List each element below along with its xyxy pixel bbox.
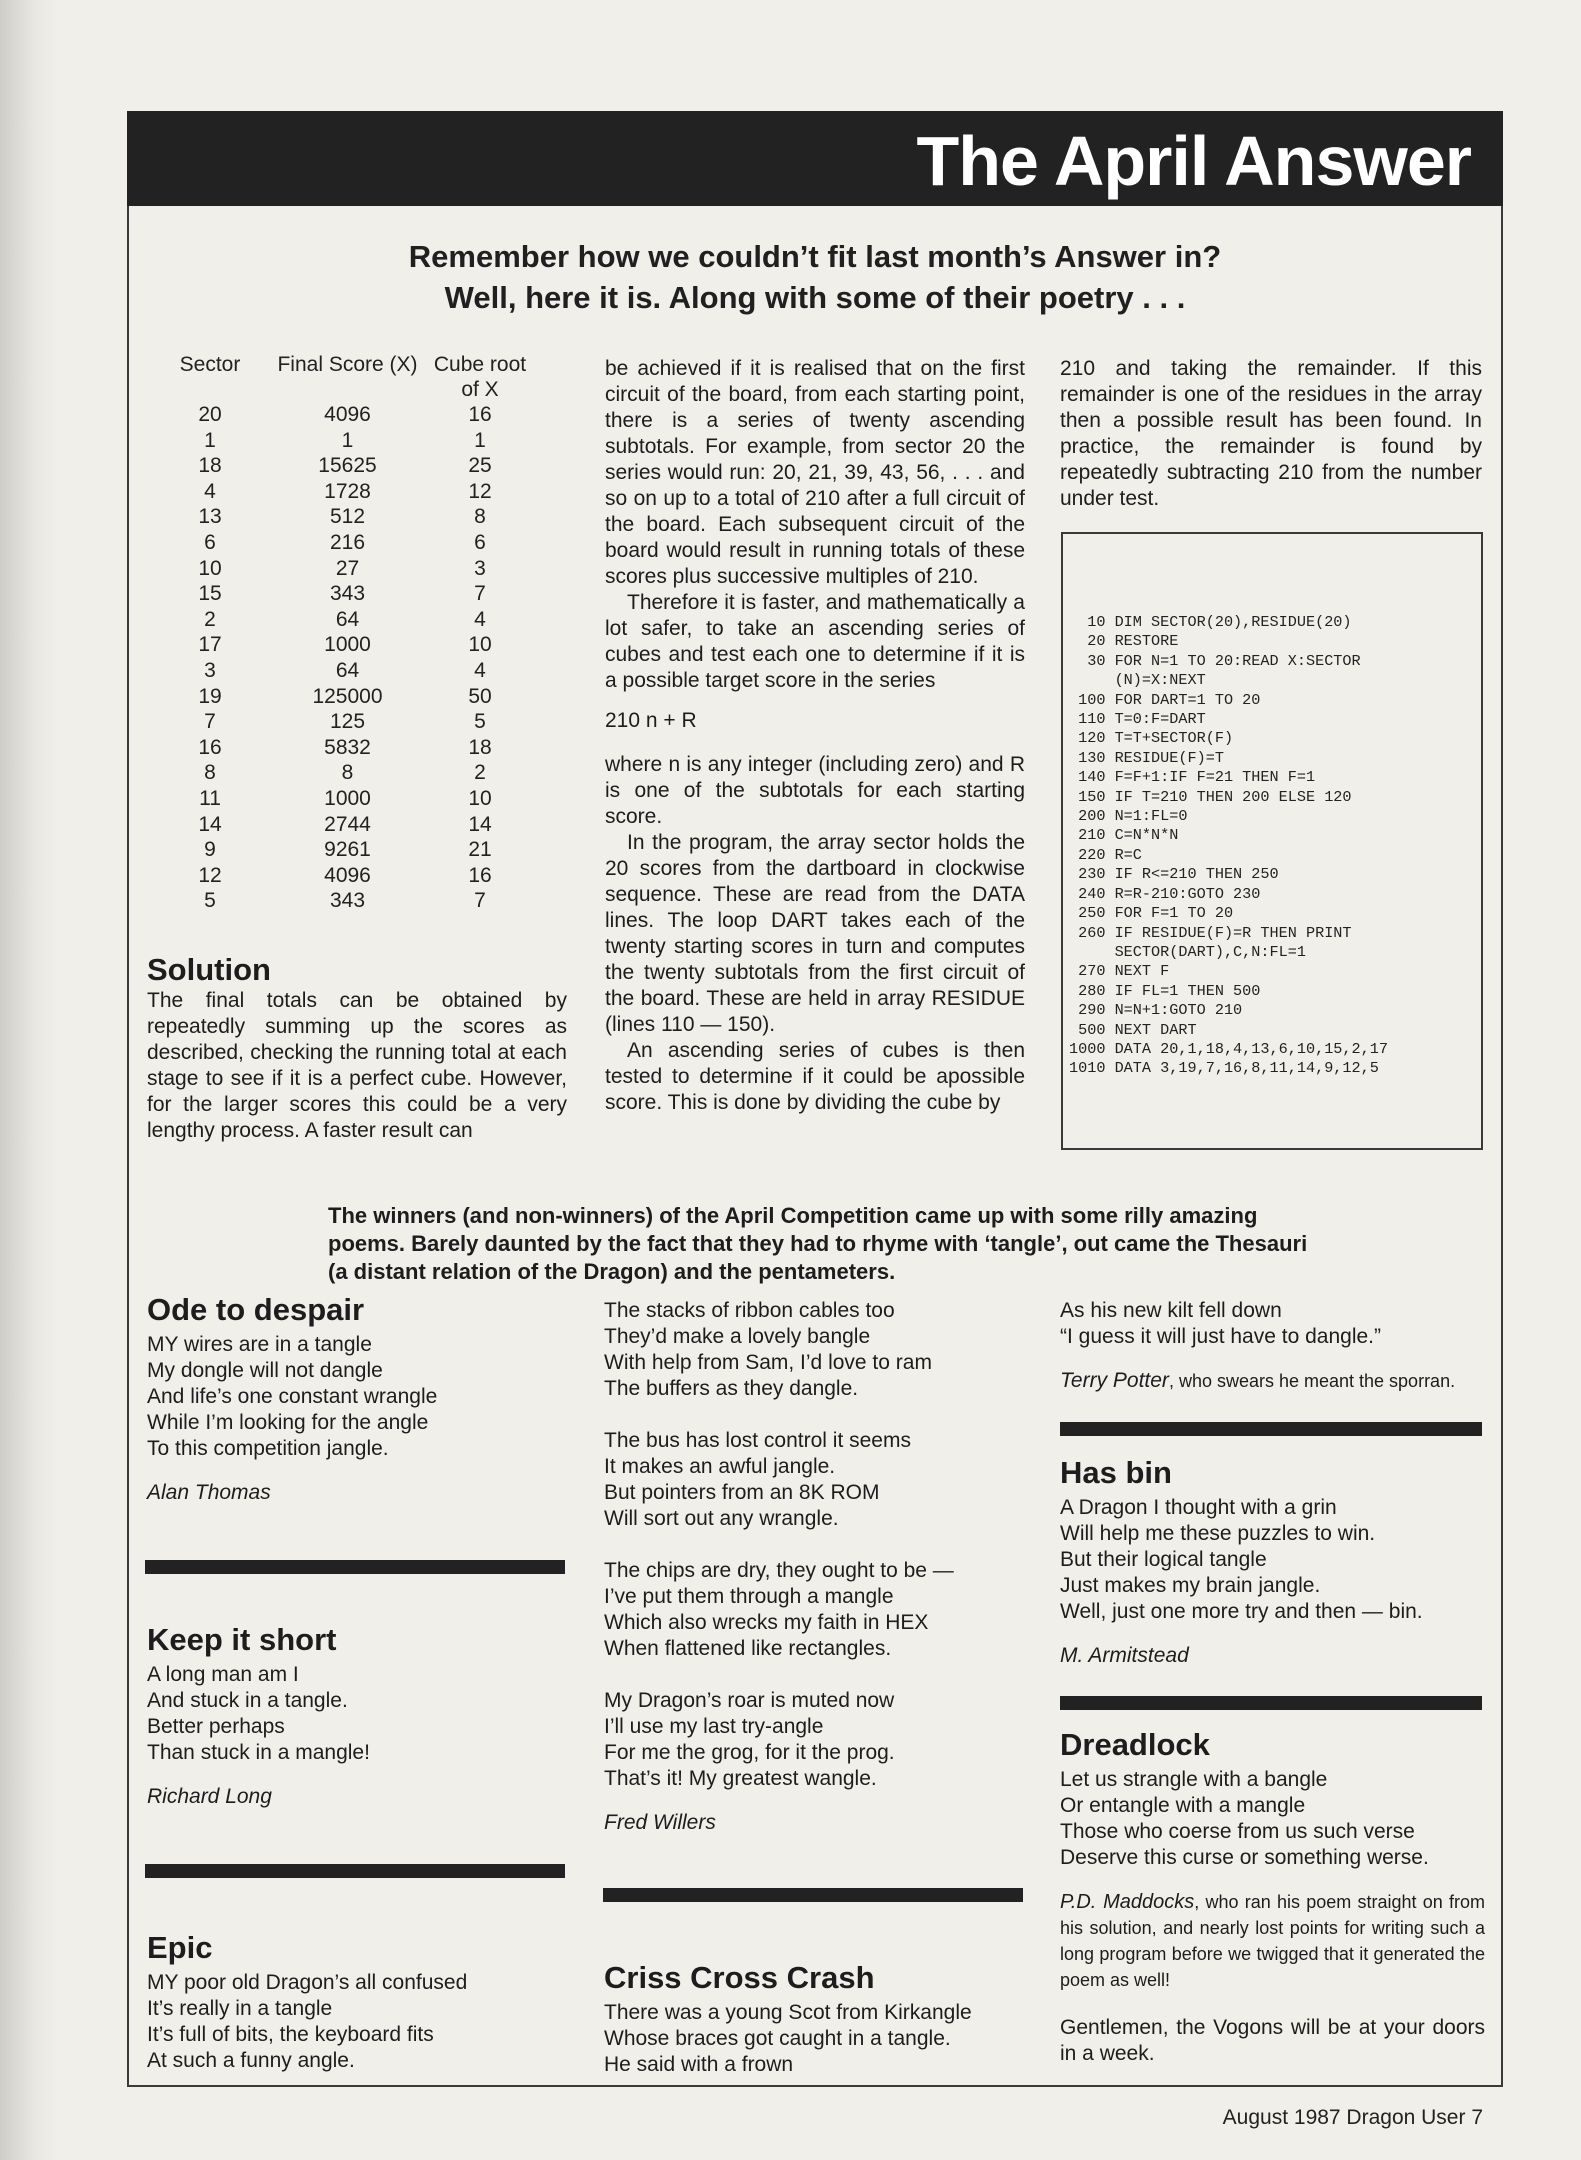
scores-row [150, 863, 535, 889]
poem-title: Dreadlock [1060, 1727, 1210, 1762]
cell-sector: 20 [198, 403, 222, 426]
scores-row [150, 684, 535, 710]
cell-cube-root: 3 [474, 556, 486, 580]
poem-epic [147, 1930, 567, 2074]
cell-sector: 12 [198, 863, 222, 887]
cell-final-score: 2744 [324, 812, 371, 836]
poem-stanza: The bus has lost control it seems It makes an awful jangle. But pointers from an 8K ROM Will sort out any wrangle. [604, 1429, 911, 1530]
cell-final-score: 512 [329, 505, 366, 529]
scores-row [150, 453, 535, 479]
cell-sector: 14 [198, 812, 222, 836]
section-divider [1060, 1696, 1482, 1710]
poem-criss-cross-crash [604, 1960, 1024, 2078]
poem-dreadlock [1060, 1727, 1485, 2067]
poem-criss-cross-continued [1060, 1298, 1485, 1394]
poem-epic-continued [604, 1298, 1024, 1836]
cell-final-score: 8 [341, 761, 354, 785]
poem-has-bin [1060, 1455, 1485, 1669]
cell-cube-root: 8 [474, 505, 486, 529]
cell-final-score: 216 [329, 530, 366, 554]
cell-cube-root: 10 [468, 633, 492, 657]
cell-final-score: 125000 [312, 684, 383, 708]
winners-intro: The winners (and non-winners) of the April Competition came up with some rilly amazing poems. Barely daunted by the fact that they had to rhyme with ‘tangle’, out came the Thesauri (a distant relation of the Dragon) and the pentameters. [328, 1203, 1308, 1284]
scores-row [150, 812, 535, 838]
cell-sector: 15 [198, 582, 222, 606]
poem-text: A Dragon I thought with a grin Will help me these puzzles to win. But their logical tangle Just makes my brain jangle. Well, just one more try and then — bin. [1060, 1496, 1423, 1623]
section-divider [145, 1560, 565, 1574]
cell-final-score: 1 [341, 428, 354, 452]
poem-author: Terry Potter [1060, 1369, 1169, 1392]
poem-text: As his new kilt fell down “I guess it will just have to dangle.” [1060, 1299, 1381, 1348]
page-footer: August 1987 Dragon User 7 [1222, 2106, 1483, 2129]
poem-author: Fred Willers [604, 1811, 716, 1834]
solution-paragraph: The final totals can be obtained by repeatedly summing up the scores as described, checking the running total at each stage to see if it is a perfect cube. However, for the larger scores this could be a very lengthy process. A faster result can [147, 989, 567, 1142]
cell-sector: 8 [204, 761, 216, 785]
cell-final-score: 4096 [324, 403, 371, 426]
scores-row [150, 581, 535, 607]
cell-cube-root: 25 [468, 454, 492, 478]
poem-text: MY poor old Dragon’s all confused It’s really in a tangle It’s full of bits, the keyboard fits At such a funny angle. [147, 1971, 468, 2072]
scores-row [150, 504, 535, 530]
cell-sector: 13 [198, 505, 222, 529]
solution-heading: Solution [147, 952, 271, 987]
cell-sector: 19 [198, 684, 222, 708]
poem-stanza: The chips are dry, they ought to be — I’ve put them through a mangle Which also wrecks my faith in HEX When flattened like rectangles. [604, 1559, 954, 1660]
cell-cube-root: 4 [474, 658, 486, 682]
poem-author: P.D. Maddocks [1060, 1891, 1195, 1913]
poem-author-line [1060, 1368, 1485, 1394]
cell-final-score: 343 [329, 889, 366, 913]
solution-paragraph: be achieved if it is realised that on the first circuit of the board, from each starting point, there is a series of twenty ascending subtotals. For example, from sector 20 the series would run: 20, 21, 39, 43, 56, . . . and so on up to a total of 210 after a full circuit of the board. Each subsequent circuit of the board would result in running totals of these scores plus successive multiples of 210. [605, 357, 1025, 588]
scores-header-row [150, 352, 535, 402]
page-title: The April Answer [916, 122, 1471, 200]
cell-sector: 11 [199, 786, 221, 810]
cell-final-score: 64 [335, 658, 360, 682]
solution-column-2 [605, 356, 1025, 1116]
cell-cube-root: 21 [468, 838, 492, 862]
scores-row [150, 607, 535, 633]
closing-remark: Gentlemen, the Vogons will be at your doors in a week. [1060, 2016, 1485, 2065]
scores-row [150, 735, 535, 761]
section-divider [603, 1888, 1023, 1902]
cell-cube-root: 7 [474, 889, 486, 913]
scores-row [150, 888, 535, 914]
poem-title: Epic [147, 1930, 213, 1965]
cell-sector: 17 [198, 633, 222, 657]
cell-cube-root: 2 [474, 761, 486, 785]
cell-sector: 7 [204, 710, 216, 734]
cell-cube-root: 5 [474, 710, 486, 734]
cell-cube-root: 16 [468, 863, 492, 887]
program-listing-box [1061, 532, 1483, 1150]
scores-row [150, 786, 535, 812]
scores-body [150, 402, 535, 914]
cell-sector: 9 [204, 838, 216, 862]
cell-final-score: 1000 [324, 633, 371, 657]
scores-row [150, 530, 535, 556]
cell-sector: 16 [198, 735, 222, 759]
poem-author: Alan Thomas [147, 1481, 271, 1504]
title-bar [127, 111, 1503, 206]
cell-sector: 4 [204, 479, 216, 503]
cell-cube-root: 7 [474, 582, 486, 606]
poem-text: Let us strangle with a bangle Or entangle with a mangle Those who coerse from us such verse Deserve this curse or something werse. [1060, 1768, 1429, 1869]
scores-row [150, 709, 535, 735]
header-sector: Sector [179, 353, 241, 376]
cell-cube-root: 14 [468, 812, 492, 836]
scores-row [150, 402, 535, 428]
cell-final-score: 1000 [324, 786, 371, 810]
intro-line-2: Well, here it is. Along with some of their poetry . . . [444, 280, 1186, 315]
cell-final-score: 125 [329, 710, 366, 734]
poem-title: Ode to despair [147, 1292, 365, 1327]
scores-row [150, 632, 535, 658]
poem-title: Keep it short [147, 1622, 337, 1657]
cell-final-score: 64 [335, 607, 360, 631]
scores-row [150, 479, 535, 505]
cell-final-score: 1728 [324, 479, 371, 503]
cell-final-score: 27 [335, 556, 360, 580]
solution-paragraph: 210 and taking the remainder. If this remainder is one of the residues in the array then a possible result has been found. In practice, the remainder is found by repeatedly subtracting 210 from the number under test. [1060, 357, 1482, 510]
cell-sector: 5 [204, 889, 216, 913]
cell-cube-root: 16 [468, 403, 492, 426]
cell-sector: 3 [204, 658, 216, 682]
author-note: , who ran his poem straight on from his solution, and nearly lost points for writing such a long program before we twigged that it generated the poem as well! [1060, 1892, 1485, 1990]
cell-final-score: 4096 [324, 863, 371, 887]
poem-keep-it-short [147, 1622, 567, 1810]
section-divider [1060, 1422, 1482, 1436]
cell-cube-root: 50 [468, 684, 492, 708]
scores-row [150, 556, 535, 582]
scores-row [150, 428, 535, 454]
cell-sector: 1 [204, 428, 216, 452]
solution-paragraph: Therefore it is faster, and mathematically a lot safer, to take an ascending series of cubes and test each one to determine if it is a possible target score in the series [605, 591, 1025, 692]
poem-stanza: My Dragon’s roar is muted now I’ll use my last try-angle For me the grog, for it the prog. That’s it! My greatest wangle. [604, 1689, 895, 1790]
poem-ode-to-despair [147, 1292, 567, 1506]
solution-paragraph: where n is any integer (including zero) and R is one of the subtotals for each starting score. [605, 753, 1025, 828]
cell-final-score: 343 [329, 582, 366, 606]
poem-title: Has bin [1060, 1455, 1172, 1490]
cell-sector: 18 [198, 454, 222, 478]
program-listing: 10 DIM SECTOR(20),RESIDUE(20) 20 RESTORE 30 FOR N=1 TO 20:READ X:SECTOR (N)=X:NEXT 100 FOR DART=1 TO 20 110 T=0:F=DART 120 T=T+SECTOR(F) 130 RESIDUE(F)=T 140 F=F+1:IF F=21 THEN F=1 150 IF T=210 THEN 200 ELSE 120 200 N=1:FL=0 210 C=N*N*N 220 R=C 230 IF R<=210 THEN 250 240 R=R-210:GOTO 230 250 FOR F=1 TO 20 260 IF RESIDUE(F)=R THEN PRINT SECTOR(DART),C,N:FL=1 270 NEXT F 280 IF FL=1 THEN 500 290 N=N+1:GOTO 210 500 NEXT DART 1000 DATA 20,1,18,4,13,6,10,15,2,17 1010 DATA 3,19,7,16,8,11,14,9,12,5 [1069, 613, 1388, 1078]
poem-text: There was a young Scot from Kirkangle Whose braces got caught in a tangle. He said with a frown [604, 2001, 972, 2076]
solution-column-3 [1060, 356, 1482, 512]
cell-cube-root: 6 [474, 530, 486, 554]
poem-stanza: The stacks of ribbon cables too They’d make a lovely bangle With help from Sam, I’d love to ram The buffers as they dangle. [604, 1299, 932, 1400]
cell-cube-root: 12 [468, 479, 492, 503]
poem-author-line [1060, 1889, 1485, 1993]
intro-line-1: Remember how we couldn’t fit last month’s Answer in? [408, 239, 1222, 274]
header-final-score: Final Score (X) [277, 353, 418, 376]
page-binding-shadow [0, 0, 58, 2160]
section-divider [145, 1864, 565, 1878]
scores-row [150, 760, 535, 786]
cell-sector: 2 [204, 607, 216, 631]
poem-text: MY wires are in a tangle My dongle will not dangle And life’s one constant wrangle While I’m looking for the angle To this competition jangle. [147, 1333, 438, 1460]
poem-author: Richard Long [147, 1785, 272, 1808]
scores-row [150, 837, 535, 863]
cell-sector: 6 [204, 530, 216, 554]
poem-text: A long man am I And stuck in a tangle. Better perhaps Than stuck in a mangle! [147, 1663, 370, 1764]
cell-final-score: 9261 [324, 838, 371, 862]
cell-cube-root: 18 [468, 735, 492, 759]
scores-table [150, 352, 535, 914]
solution-paragraph: In the program, the array sector holds the 20 scores from the dartboard in clockwise sequence. These are read from the DATA lines. The loop DART takes each of the twenty starting scores in turn and computes the twenty subtotals from the first circuit of the board. These are held in array RESIDUE (lines 110 — 150). [605, 831, 1025, 1036]
poem-title: Criss Cross Crash [604, 1960, 875, 1995]
cell-cube-root: 10 [468, 786, 492, 810]
cell-sector: 10 [198, 556, 222, 580]
header-cube-root: Cube root of X [433, 353, 527, 401]
intro-text [127, 236, 1503, 318]
poem-author: M. Armitstead [1060, 1644, 1189, 1667]
author-note: , who swears he meant the sporran. [1168, 1371, 1456, 1391]
cell-final-score: 15625 [318, 454, 377, 478]
solution-paragraph: An ascending series of cubes is then tested to determine if it could be apossible score. This is done by dividing the cube by [605, 1039, 1025, 1114]
cell-cube-root: 1 [474, 428, 486, 452]
scores-row [150, 658, 535, 684]
cell-cube-root: 4 [474, 607, 486, 631]
cell-final-score: 5832 [324, 735, 371, 759]
solution-column-1 [147, 952, 567, 1144]
formula: 210 n + R [605, 709, 697, 732]
